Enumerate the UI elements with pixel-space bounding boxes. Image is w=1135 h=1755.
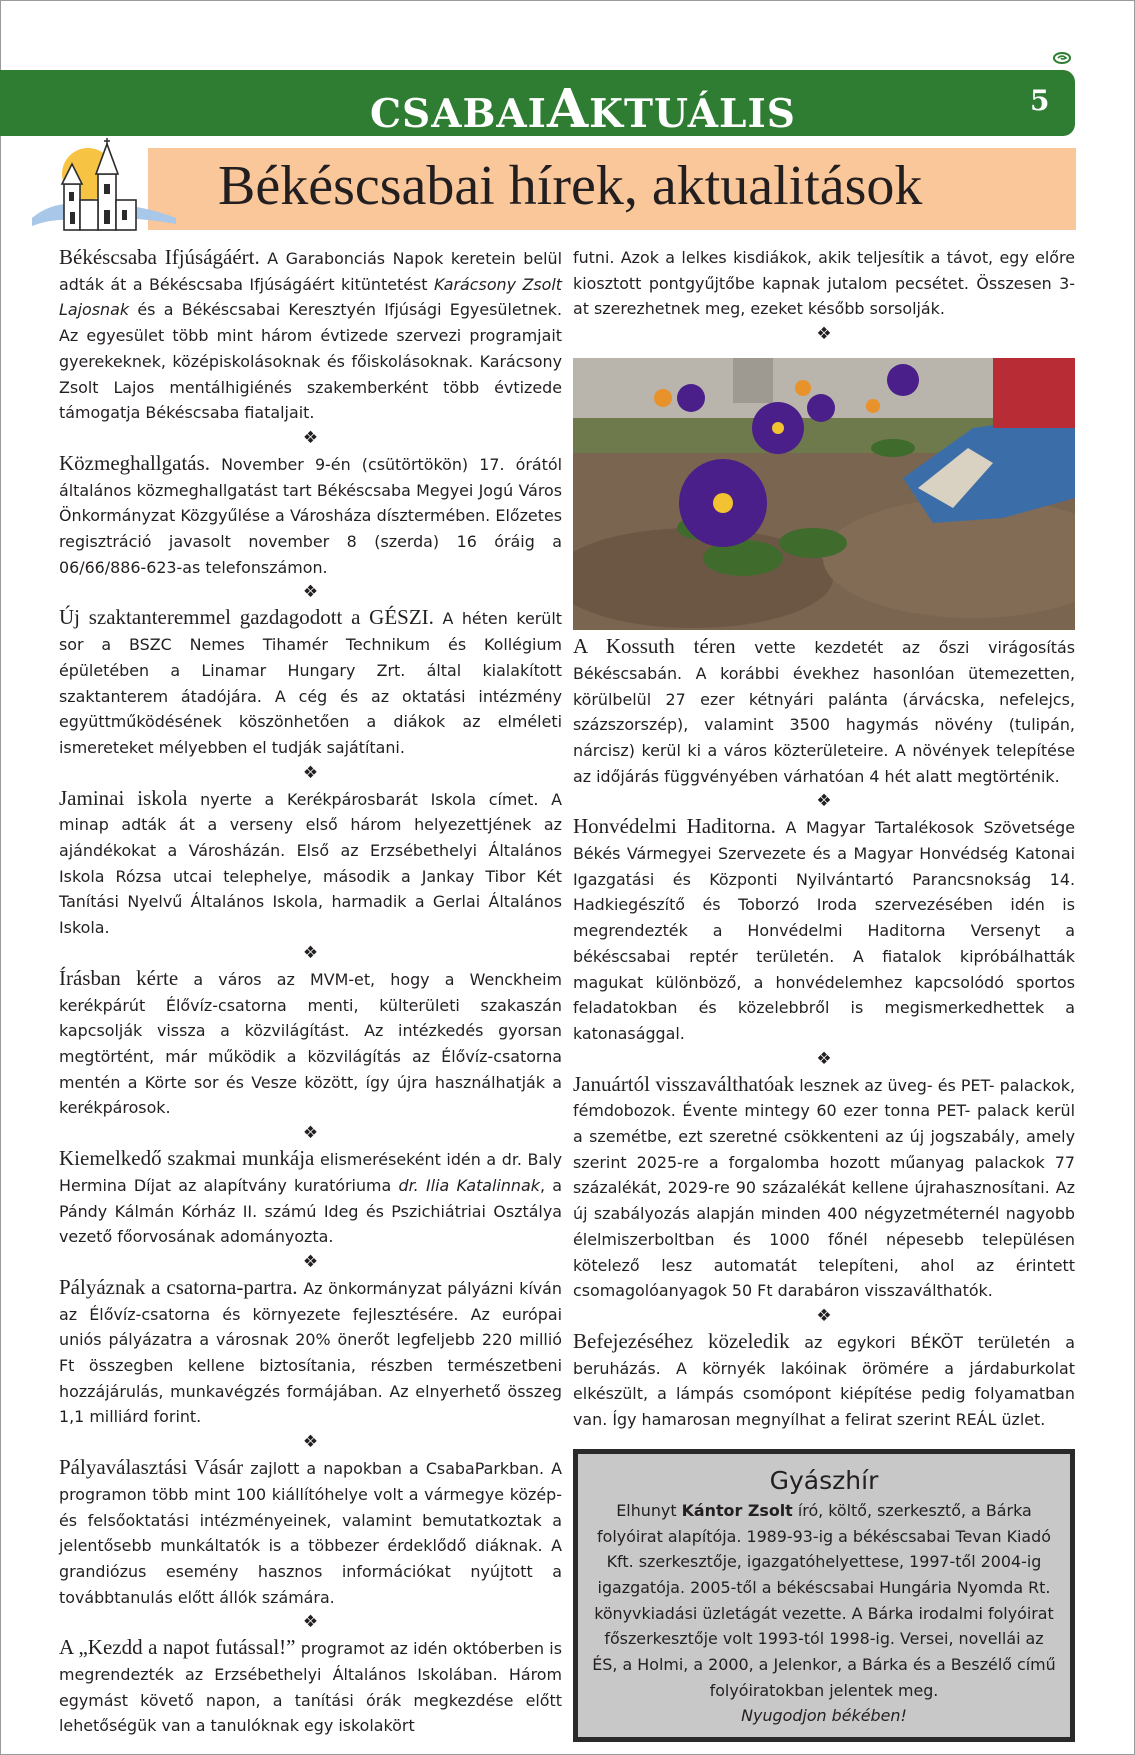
article-body: a város az MVM-et, hogy a Wenckheim kerékpárút Élővíz-csatorna menti, külterületi szakaszán kapcsolják vissza a közvilágítást. Az intézkedés gyorsan megtörtént, már működik a közvilágítás az Élővíz-csatorna mentén a Körte sor és Vesze között, így újra használhatják a kerékpárosok. bbox=[59, 969, 562, 1118]
article-headline: Új szaktanteremmel gazdagodott a GÉSZI. bbox=[59, 605, 434, 630]
separator-ornament: ❖ bbox=[816, 1048, 832, 1069]
section-title: Békéscsabai hírek, aktualitások bbox=[218, 155, 923, 217]
article-headline: Befejezéséhez közeledik bbox=[573, 1328, 790, 1353]
article-body: , a Pándy Kálmán Kórház II. számú Ideg és Pszichiátriai Osztálya vezető főorvosának adományozta. bbox=[59, 1175, 562, 1247]
article-headline: A „Kezdd a napot futással!” bbox=[59, 1635, 296, 1660]
news-article bbox=[59, 786, 562, 941]
article-headline: Pályáznak a csatorna-partra. bbox=[59, 1274, 298, 1299]
separator-ornament: ❖ bbox=[302, 427, 319, 448]
news-article bbox=[59, 1146, 562, 1250]
continued-article-text: futni. Azok a lelkes kisdiákok, akik teljesítik a távot, egy előre kiosztott pontgyűjtőbe kapnak jutalom pecsétet. Összesen 3-at szerezhetnek meg, ezeket később sorsolják. bbox=[573, 248, 1075, 319]
left-column bbox=[59, 245, 562, 1739]
news-article bbox=[573, 1329, 1075, 1433]
article-body: vette kezdetét az őszi virágosítás Békéscsabán. A korábbi évekhez hasonlóan ütemezetten, körülbelül 27 ezer kétnyári palánta (árvácska, nefelejcs, százszorszép), valamint 3500 hagymás növény (tulipán, nárcisz) kerül ki a város közterületeire. A növények telepítése az időjárás függvényében várhatóan 4 hét alatt megtörténik. bbox=[573, 638, 1075, 786]
news-article bbox=[573, 814, 1075, 1046]
article-headline: Honvédelmi Haditorna. bbox=[573, 814, 776, 839]
article-body: programot az idén októberben is megrendezték az Erzsébethelyi Általános Iskolában. Három egymást követő napon, a tanítási órák megkezdése előtt lehetőségük van a tanulóknak egy iskolakört bbox=[59, 1639, 562, 1736]
article-headline: Pályaválasztási Vásár bbox=[59, 1455, 244, 1480]
article-body: az egykori BÉKÖT területén a beruházás. A környék lakóinak örömére a járdaburkolat elkészült, a lámpás csomópont kiépítése pedig folyamatban van. Így hamarosan megnyílhat a felirat szerint REÁL üzlet. bbox=[573, 1332, 1075, 1430]
article-body: zajlott a napokban a CsabaParkban. A programon több mint 100 kiállítóhelye volt a vármegye közép- és felsőoktatási intézményeinek, valamint bemutatkoztak a jelentősebb munkáltatók is a többezer érdeklődő diáknak. A grandiózus esemény hasznos információkat nyújtott a továbbtanulás előtt állók számára. bbox=[59, 1459, 562, 1607]
article-body: A Garabonciás Napok keretein belül adták át a Békéscsaba Ifjúságáért kitüntetést bbox=[59, 249, 562, 294]
obituary-text: Elhunyt Kántor Zsolt író, költő, szerkesztő, a Bárka folyóirat alapítója. 1989-93-ig a békéscsabai Tevan Kiadó Kft. szerkesztője, igazgatóhelyettese, 1997-től 2004-ig igazgatója. 2005-től a békéscsabai Hungária Nyomda Rt. könyvkiadási üzletágát vezette. A Bárka irodalmi folyóirat főszerkesztője volt 1993-tól 1998-ig. Versei, novellái az ÉS, a Holmi, a 2000, a Jelenkor, a Bárka és a Beszélő című folyóiratokban jelentek meg. Nyugodjon békében! bbox=[592, 1500, 1056, 1726]
separator-ornament: ❖ bbox=[816, 324, 832, 345]
news-article bbox=[59, 1275, 562, 1430]
article-body: és a Békéscsabai Keresztyén Ifjúsági Egyesületnek. Az egyesület több mint három évtizede szervezi programjait gyerekeknek, középiskolásoknak és főiskolásoknak. Karácsony Zsolt Lajos mentálhigiénés szakemberként több évtizede támogatja Békéscsaba fiataljait. bbox=[59, 300, 562, 423]
news-article bbox=[573, 634, 1075, 789]
article-headline: Kiemelkedő szakmai munkája bbox=[59, 1146, 315, 1171]
news-article bbox=[573, 1072, 1075, 1304]
article-body: lesznek az üveg- és PET- palackok, fémdobozok. Évente mintegy 60 ezer tonna PET- palack kerül a szemétbe, ezt szeretné csökkenteni az új jogszabály, amely szerint 2025-re a forgalomba hozott műanyag palackok 77 százalékát, 2029-re 90 százalékát kellene újrahasznosítani. Az új szabályozás alapján minden 400 négyzetméternél nagyobb élelmiszerboltban és 1000 főnél népesebb településen kötelező lesz automatát telepíteni, ahol az érintett csomagolóanyagok 50 Ft darabáron visszaválthatók. bbox=[573, 1075, 1075, 1301]
obituary-box bbox=[573, 1449, 1075, 1742]
news-article bbox=[59, 605, 562, 760]
news-article bbox=[59, 966, 562, 1121]
news-article bbox=[59, 1455, 562, 1610]
page-number: 5 bbox=[1030, 84, 1050, 117]
article-emphasis: dr. Ilia Katalinnak bbox=[398, 1175, 540, 1195]
obituary-closing: Nyugodjon békében! bbox=[741, 1706, 907, 1726]
article-body: Az önkormányzat pályázni kíván az Élővíz-csatorna és környezete fejlesztésére. Az európai uniós pályázatra a városnak 20% önerőt legfeljebb 220 millió Ft összegben kellene biztosítania, részben természetbeni hozzájárulás, munkavégzés formájában. Az elnyerhető összeg 1,1 milliárd forint. bbox=[59, 1278, 562, 1427]
article-headline: Közmeghallgatás. bbox=[59, 450, 211, 475]
obituary-title: Gyászhír bbox=[769, 1465, 879, 1495]
article-emphasis: Karácsony Zsolt Lajosnak bbox=[59, 274, 562, 320]
article-body: elismeréseként idén a dr. Baly Hermina Díjat az alapítvány kuratóriuma bbox=[59, 1150, 562, 1195]
article-headline: Januártól visszaválthatóak bbox=[573, 1071, 795, 1096]
pansy-planting-image bbox=[573, 358, 1075, 630]
flower-planting-photo bbox=[573, 358, 1075, 630]
news-article bbox=[59, 245, 562, 426]
deceased-name: Kántor Zsolt bbox=[681, 1500, 793, 1520]
article-headline: Jaminai iskola bbox=[59, 785, 188, 810]
separator-ornament: ❖ bbox=[816, 1305, 832, 1326]
swirl-ornament-icon bbox=[1052, 51, 1072, 65]
article-body: nyerte a Kerékpárosbarát Iskola címet. A minap adták át a verseny első három helyezettjének az ajándékokat a Városházán. Első az Erzsébethelyi Általános Iskola Rózsa utcai telephelye, második a Jankay Tibor Két Tanítási Nyelvű Általános Iskola, harmadik a Gerlai Általános Iskola. bbox=[59, 789, 562, 938]
separator-ornament: ❖ bbox=[302, 942, 319, 963]
article-body: A héten került sor a BSZC Nemes Tihamér Technikum és Kollégium épületében a Linamar Hungary Zrt. által kialakított szaktanterem átadójára. A cég és az oktatási intézmény együttműködésének köszönhetően a diákok az elméleti ismereteket mélyebben el tudják sajátítani. bbox=[59, 609, 562, 757]
separator-ornament: ❖ bbox=[302, 1612, 319, 1633]
church-logo-icon bbox=[28, 138, 178, 238]
separator-ornament: ❖ bbox=[302, 582, 319, 603]
separator-ornament: ❖ bbox=[302, 1123, 319, 1144]
article-headline: A Kossuth téren bbox=[573, 634, 736, 659]
article-headline: Békéscsaba Ifjúságáért. bbox=[59, 245, 260, 269]
article-body: November 9-én (csütörtökön) 17. órától általános közmeghallgatást tart Békéscsaba Megyei Jogú Város Önkormányzat Közgyűlése a Városháza dísztermében. Előzetes regisztráció javasolt november 8 (szerda) 16 óráig a 06/66/886-623-as telefonszámon. bbox=[59, 454, 562, 577]
news-article bbox=[59, 1635, 562, 1739]
right-column bbox=[573, 245, 1075, 1742]
article-body: A Magyar Tartalékosok Szövetsége Békés Vármegyei Szervezete és a Magyar Honvédség Katonai Igazgatási és Központi Nyilvántartó Parancsnokság 14. Hadkiegészítő és Toborzó Iroda szervezésében idén is megrendezték a Honvédelmi Haditorna Versenyt a békéscsabai reptér területén. A fiatalok kipróbálhatták magukat különböző, a honvédelemhez kapcsolódó sportos feladatokban és közelebbről is megismerkedhettek a katonasággal. bbox=[573, 818, 1075, 1043]
article-headline: Írásban kérte bbox=[59, 965, 179, 990]
masthead-title: CSABAIAKTUÁLIS bbox=[370, 78, 796, 140]
separator-ornament: ❖ bbox=[302, 1432, 319, 1453]
separator-ornament: ❖ bbox=[302, 762, 319, 783]
separator-ornament: ❖ bbox=[816, 791, 832, 812]
separator-ornament: ❖ bbox=[302, 1251, 319, 1272]
news-article bbox=[59, 451, 562, 581]
right-articles bbox=[573, 634, 1075, 1433]
